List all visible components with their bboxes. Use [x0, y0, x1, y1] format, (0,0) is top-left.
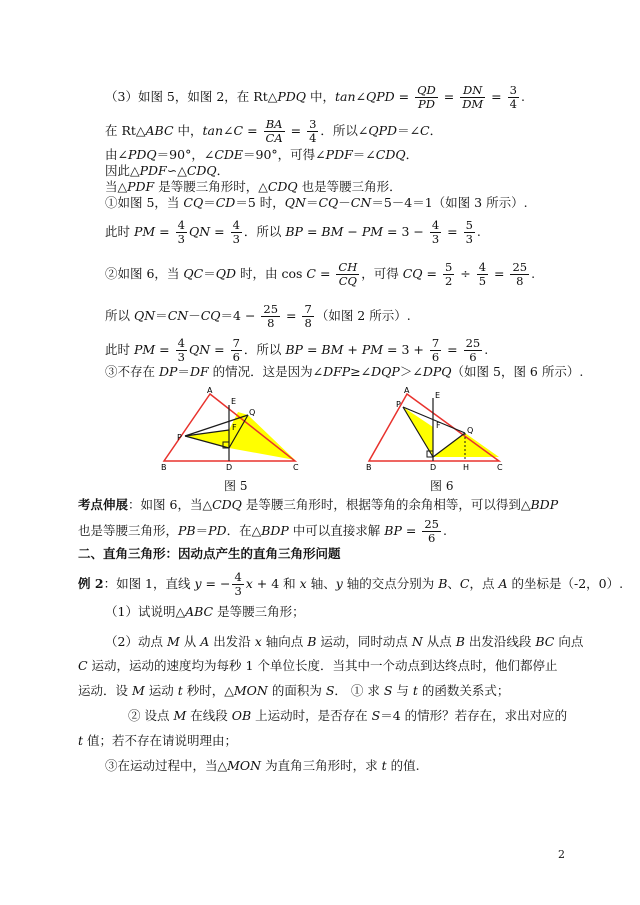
line-18: C 运动，运动的速度均为每秒 1 个单位长度．当其中一个动点到达终点时，他们都停止 [78, 658, 558, 673]
fraction: $\frac{DN}{DM}$ [462, 83, 484, 111]
line-3: 由∠PDQ＝90°，∠CDE＝90°，可得∠PDF＝∠CDQ． [105, 147, 419, 162]
line-16: （1）试说明△ABC 是等腰三角形； [105, 604, 305, 619]
text: 在 Rt△ [105, 123, 146, 138]
text: PDQ [277, 89, 307, 104]
fig6-label-q: Q [467, 426, 474, 435]
text: = [243, 123, 262, 138]
text: . [520, 89, 525, 104]
fig6-label-a: A [404, 386, 410, 395]
line-19: 运动．设 M 运动 t 秒时，△MON 的面积为 S． ① 求 S 与 t 的函数关系式； [78, 683, 510, 698]
line-5: 当△PDF 是等腰三角形时，△CDQ 也是等腰三角形． [105, 179, 402, 194]
fig6-label-c: C [497, 463, 503, 470]
fig6-label-h: H [463, 463, 470, 470]
fig5-label-q: Q [249, 408, 256, 417]
section-heading: 二、直角三角形：因动点产生的直角三角形问题 [78, 546, 341, 561]
line-2 [105, 118, 442, 145]
figure-6 [365, 385, 515, 470]
text: （3）如图 5，如图 2，在 Rt△ [105, 89, 278, 104]
text: ＝∠ [397, 123, 421, 138]
fig5-label-c: C [293, 463, 299, 470]
figure-5 [160, 385, 310, 470]
line-4: 因此△PDF∽△CDQ． [105, 163, 230, 178]
text: ABC [145, 123, 174, 138]
line-15: 例 2：如图 1，直线 y = − $\frac{4}{3}$ x + 4 和 x 轴、y 轴的交点分别为 B、C，点 A 的坐标是（-2，0）. [78, 570, 624, 598]
fig5-label-b: B [161, 463, 167, 470]
line-6: ①如图 5，当 CQ＝CD＝5 时，QN＝CQ－CN＝5－4＝1（如图 3 所示）. [105, 195, 528, 210]
text: = [286, 123, 306, 138]
fig6-label-f: F [436, 421, 441, 430]
line-20: ② 设点 M 在线段 OB 上运动时，是否存在 S＝4 的情形？若存在，求出对应的 [128, 708, 568, 723]
fig6-label-p: P [396, 400, 401, 409]
line-21: t 值；若不存在请说明理由； [78, 733, 238, 748]
fig5-label-d: D [226, 463, 233, 470]
line-8: ②如图 6，当 QC＝QD 时，由 cos C = $\frac{CH}{CQ}$ ，可得 CQ = $\frac{5}{2}$ ÷ $\frac{4}{5}$ = $\frac{25}{8}$ . [105, 260, 536, 288]
text: tan∠C [202, 123, 244, 138]
fraction: $\frac{BA}{CA}$ [265, 117, 283, 145]
fraction: $\frac{QD}{PD}$ [417, 83, 436, 111]
fraction: $\frac{3}{4}$ [309, 117, 317, 145]
line-17: （2）动点 M 从 A 出发沿 x 轴向点 B 运动，同时动点 N 从点 B 出发沿线段 BC 向点 [105, 634, 584, 649]
line-7: 此时 PM = $\frac{4}{3}$ QN = $\frac{4}{3}$ ．所以 BP = BM − PM = 3 − $\frac{4}{3}$ = $\frac{5}{3}$ . [105, 218, 481, 246]
line-13: 也是等腰三角形，PB＝PD．在△BDP 中可以直接求解 BP = $\frac{25}{6}$ . [78, 517, 447, 545]
fig5-label-a: A [207, 386, 213, 395]
fig5-label-f: F [232, 423, 237, 432]
text: C [420, 123, 430, 138]
text: tan∠QPD [335, 89, 395, 104]
text: = [487, 89, 506, 104]
fig6-label-d: D [430, 463, 437, 470]
fig5-label-e: E [231, 397, 237, 406]
page-number: 2 [558, 848, 565, 861]
text: 中， [173, 123, 203, 138]
text: = [439, 89, 459, 104]
text: ． [429, 123, 443, 138]
text: = [394, 89, 414, 104]
text: QPD [368, 123, 398, 138]
figure-6-caption: 图 6 [430, 479, 454, 493]
line-12: 考点伸展：如图 6，当△CDQ 是等腰三角形时，根据等角的余角相等，可以得到△BDP [78, 497, 559, 512]
line-22: ③在运动过程中，当△MON 为直角三角形时，求 t 的值. [105, 758, 420, 773]
figure-5-caption: 图 5 [224, 479, 248, 493]
text: 中， [306, 89, 335, 104]
line-1 [105, 84, 525, 111]
text: ．所以∠ [320, 123, 369, 138]
fraction: $\frac{3}{4}$ [509, 83, 517, 111]
line-10: 此时 PM = $\frac{4}{3}$ QN = $\frac{7}{6}$ ．所以 BP = BM + PM = 3 + $\frac{7}{6}$ = $\frac{25}{6}$ . [105, 336, 489, 364]
line-11: ③不存在 DP＝DF 的情况．这是因为∠DFP≥∠DQP＞∠DPQ（如图 5，图 6 所示）. [105, 364, 584, 379]
fig6-label-b: B [366, 463, 372, 470]
fig5-label-p: P [177, 433, 182, 442]
fig6-label-e: E [435, 391, 441, 400]
line-9: 所以 QN＝CN－CQ＝4 − $\frac{25}{8}$ = $\frac{7}{8}$ （如图 2 所示）. [105, 302, 411, 330]
